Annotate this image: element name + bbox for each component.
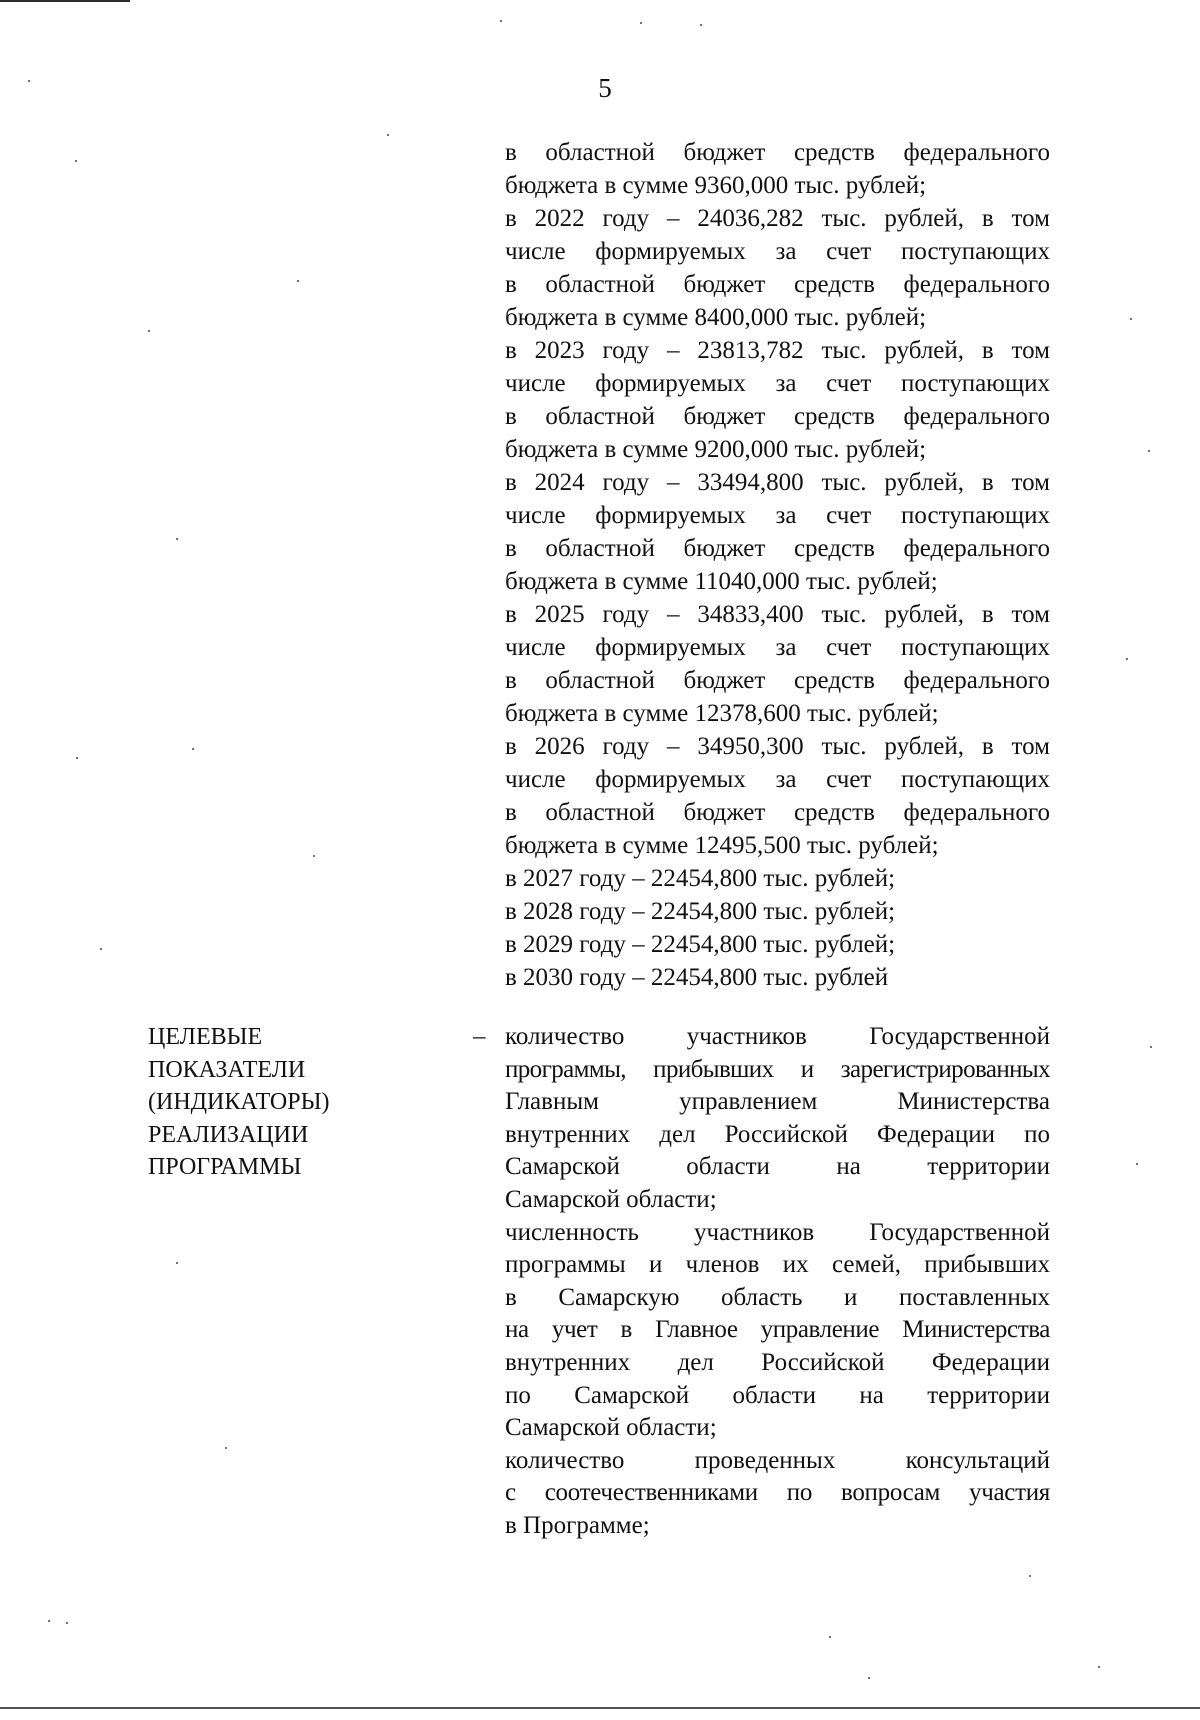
page-number: 5: [598, 73, 612, 103]
scan-speck: [100, 948, 102, 950]
indicator-line: Главным управлением Министерства: [505, 1088, 1050, 1116]
budget-line: в 2028 году – 22454,800 тыс. рублей;: [505, 898, 896, 925]
budget-line: числе формируемых за счет поступающих: [505, 370, 1050, 397]
section-label-line: РЕАЛИЗАЦИИ: [148, 1121, 309, 1148]
budget-line: бюджета в сумме 8400,000 тыс. рублей;: [505, 304, 927, 331]
scan-speck: [1130, 318, 1132, 320]
budget-line: бюджета в сумме 9200,000 тыс. рублей;: [505, 436, 927, 463]
budget-line: в областной бюджет средств федерального: [505, 403, 1050, 430]
section-label-line: ЦЕЛЕВЫЕ: [148, 1024, 263, 1050]
indicator-line: программы и членов их семей, прибывших: [505, 1251, 1050, 1279]
indicator-line: Самарской области;: [505, 1185, 717, 1213]
budget-line: в областной бюджет средств федерального: [505, 139, 1050, 166]
scan-speck: [297, 280, 299, 282]
scan-speck: [1126, 658, 1128, 660]
budget-line: бюджета в сумме 11040,000 тыс. рублей;: [505, 568, 938, 595]
scan-speck: [176, 1262, 178, 1264]
budget-line: в областной бюджет средств федерального: [505, 667, 1050, 694]
budget-line: в областной бюджет средств федерального: [505, 799, 1050, 826]
budget-line: числе формируемых за счет поступающих: [505, 634, 1050, 661]
budget-line: числе формируемых за счет поступающих: [505, 766, 1050, 793]
scan-speck: [1029, 1575, 1031, 1577]
scan-speck: [76, 757, 78, 759]
scan-speck: [176, 538, 178, 540]
scan-speck: [387, 134, 389, 136]
indicator-line: по Самарской области на территории: [505, 1381, 1050, 1409]
scan-speck: [1098, 1666, 1100, 1668]
section-label-targets: [148, 1021, 398, 1184]
scan-speck: [313, 855, 315, 857]
budget-line: бюджета в сумме 9360,000 тыс. рублей;: [505, 172, 927, 199]
scan-speck: [48, 1620, 50, 1622]
scan-speck: [700, 24, 702, 26]
scan-speck: [148, 330, 150, 332]
budget-line: в 2029 году – 22454,800 тыс. рублей;: [505, 931, 896, 958]
section-dash: –: [473, 1023, 486, 1050]
budget-line: в 2030 году – 22454,800 тыс. рублей: [505, 964, 889, 991]
scan-speck: [1150, 1046, 1152, 1048]
indicator-line: с соотечественниками по вопросам участия: [505, 1479, 1050, 1507]
scan-speck: [28, 80, 30, 82]
indicator-line: Самарской области на территории: [505, 1153, 1050, 1181]
indicator-line: количество проведенных консультаций: [505, 1446, 1050, 1474]
indicator-line: количество участников Государственной: [505, 1023, 1050, 1050]
indicators-text-block: [505, 1021, 1050, 1543]
budget-line: числе формируемых за счет поступающих: [505, 238, 1050, 265]
section-label-line: ПОКАЗАТЕЛИ: [148, 1056, 306, 1083]
scan-speck: [1136, 1163, 1138, 1165]
scan-speck: [500, 20, 502, 22]
indicator-line: Самарской области;: [505, 1414, 717, 1442]
scan-speck: [192, 748, 194, 750]
scan-speck: [66, 1622, 68, 1624]
budget-line: в областной бюджет средств федерального: [505, 535, 1050, 562]
indicator-line: внутренних дел Российской Федерации: [505, 1348, 1050, 1376]
budget-line: в 2025 году – 34833,400 тыс. рублей, в том: [505, 601, 1050, 628]
indicator-line: на учет в Главное управление Министерства: [505, 1316, 1050, 1344]
budget-line: бюджета в сумме 12495,500 тыс. рублей;: [505, 832, 939, 859]
budget-line: бюджета в сумме 12378,600 тыс. рублей;: [505, 700, 939, 727]
indicator-line: в Самарскую область и поставленных: [505, 1283, 1050, 1311]
budget-line: в 2027 году – 22454,800 тыс. рублей;: [505, 865, 896, 892]
budget-line: числе формируемых за счет поступающих: [505, 502, 1050, 529]
scan-speck: [868, 1677, 870, 1679]
scan-speck: [640, 22, 642, 24]
budget-line: в 2024 году – 33494,800 тыс. рублей, в том: [505, 469, 1050, 496]
scan-speck: [225, 1447, 227, 1449]
indicator-line: численность участников Государственной: [505, 1218, 1050, 1246]
budget-text-block: [505, 136, 1050, 994]
budget-line: в 2023 году – 23813,782 тыс. рублей, в том: [505, 337, 1050, 364]
scan-speck: [829, 1636, 831, 1638]
bottom-scan-edge: [0, 1707, 1200, 1709]
top-scan-edge: [0, 0, 130, 2]
indicator-line: внутренних дел Российской Федерации по: [505, 1120, 1050, 1148]
scan-speck: [75, 160, 77, 162]
indicator-line: в Программе;: [505, 1511, 650, 1539]
budget-line: в 2022 году – 24036,282 тыс. рублей, в том: [505, 205, 1050, 232]
section-label-line: (ИНДИКАТОРЫ): [148, 1089, 330, 1116]
budget-line: в областной бюджет средств федерального: [505, 271, 1050, 298]
section-label-line: ПРОГРАММЫ: [148, 1154, 302, 1181]
scan-speck: [1148, 450, 1150, 452]
indicator-line: программы, прибывших и зарегистрированных: [505, 1055, 1050, 1083]
budget-line: в 2026 году – 34950,300 тыс. рублей, в том: [505, 733, 1050, 760]
